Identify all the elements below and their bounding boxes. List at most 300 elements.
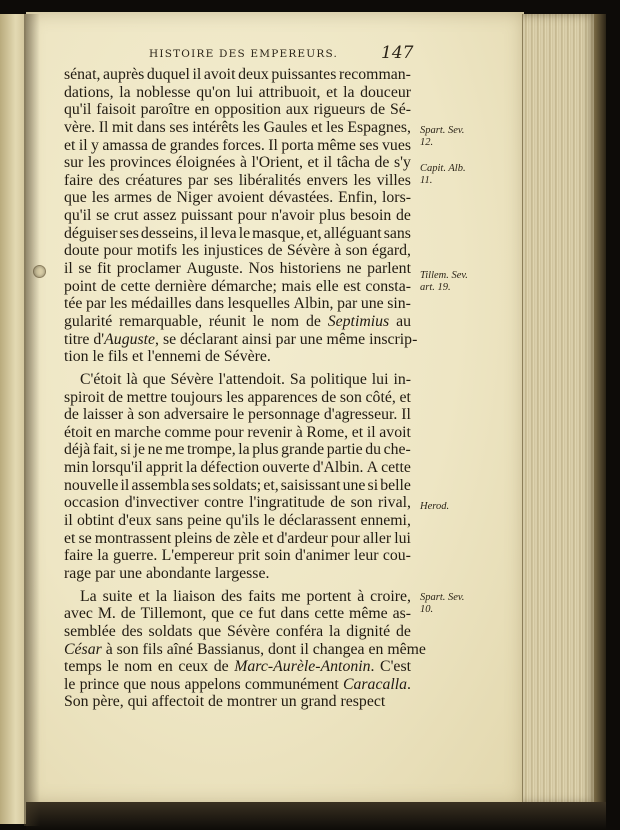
word: si [120,441,132,459]
word: comme [164,423,211,441]
text-line [64,389,411,407]
margin-note-reference: 12. [420,137,434,148]
word: conféra [275,622,324,640]
word: noblesse [136,83,191,101]
word: apprit [145,459,183,477]
word: La [80,587,97,605]
word: puissantes [271,66,337,83]
text-line [64,640,426,659]
word: le [263,512,275,530]
word: une [360,295,384,313]
word: ennemi, [360,512,411,530]
word: y [91,136,99,154]
text-line [64,676,411,694]
word: il [78,136,88,154]
word: Tillemont, [140,605,207,623]
word: les [109,295,128,313]
word: à [239,154,247,172]
word: Auguste. [186,260,243,278]
word: sans [155,512,184,530]
word: faisoit [96,101,136,119]
margin-note-source: Capit. Alb. [420,163,466,174]
word: occasion [64,494,120,512]
word: et [326,83,338,101]
word: Sévère [286,242,330,260]
word: saisissant [280,476,341,494]
word: démarche; [211,277,277,295]
text-segment: , se déclarant ainsi par une même inscrip- [155,330,418,348]
word: soldats; [212,476,262,494]
text-line [64,348,411,366]
word: mais [281,277,312,295]
bottom-shadow [26,802,606,830]
word: zèle [233,529,259,547]
text-line [64,154,411,172]
word: dernière [154,277,207,295]
word: amassa [102,136,148,154]
italic-text: Caracalla [342,675,408,693]
word: partie [326,441,363,459]
text-segment: à son fils aîné Bassianus, dont il changea en même [101,640,426,658]
word: Sé- [389,101,411,119]
word: que [142,370,166,388]
text-segment: Son père, qui affectoit de montrer un grand respect [64,693,386,711]
text-line [64,459,411,477]
word: avec [64,605,93,623]
text-line [64,295,411,313]
word: se [78,260,92,278]
text-segment: rage par une abondante largesse. [64,564,270,582]
word: masque, [252,224,305,242]
text-line [64,658,411,676]
word: lui [394,529,411,547]
word: une [342,476,366,494]
word: assez [143,207,177,225]
word: elle [315,277,339,295]
word: Il [98,118,109,136]
word: et [64,529,76,547]
word: toujours [170,388,223,406]
word: de [267,242,283,260]
word: puissant [181,207,233,225]
running-head: HISTOIRE DES EMPEREURS. [149,48,339,60]
word: sur [64,154,84,172]
word: forces. [222,136,265,154]
word: intérêts [192,118,239,136]
word: est [343,277,361,295]
word: de [374,154,390,172]
word: mettre [126,388,168,406]
word: de [215,529,231,547]
text-line [64,494,411,512]
word: cette [381,459,411,477]
word: qu'on [196,83,231,101]
text-line [64,242,411,260]
word: à [127,406,135,424]
word: obtint [76,512,114,530]
word: dévastées. [268,189,334,207]
text-line [64,225,411,243]
margin-note-reference: 11. [420,175,433,186]
word: et [64,136,76,154]
word: grande [281,441,325,459]
word: et [399,388,411,406]
text-segment: . [407,675,411,693]
word: des [221,587,243,605]
word: prit [238,547,261,565]
word: L'empereur [161,547,234,565]
word: par [187,171,209,189]
word: même [317,136,356,154]
word: grandes [169,136,219,154]
word: de [156,189,172,207]
word: opposition [214,101,282,119]
gutter-shadow [24,14,40,826]
word: trompe, [186,441,236,459]
margin-note [420,592,464,616]
word: à [334,242,342,260]
word: recomman- [338,66,411,83]
word: proclamer [116,260,181,278]
word: contre [204,494,244,512]
word: lorsqu'il [91,459,143,477]
word: d'ardeur [276,529,328,547]
word: armes [114,189,152,207]
word: lui [371,370,389,388]
word: à [295,423,303,441]
word: et [307,154,319,172]
word: desseins, [140,224,198,242]
word: nouvelle [64,476,119,494]
word: suite [102,587,133,605]
word: besoin [350,207,392,225]
word: leur [353,547,379,565]
word: portent [306,587,352,605]
word: motifs [136,242,178,260]
text-line [64,189,411,207]
word: et, [306,224,322,242]
word: la [343,83,355,101]
word: de [101,277,116,295]
word: ses [119,224,139,242]
word: par [337,295,358,313]
word: duquel [146,66,190,83]
word: que [64,189,87,207]
word: des [98,171,120,189]
word: pour [103,242,133,260]
word: Niger [176,189,213,207]
word: de [120,605,136,623]
word: l'Orient, [251,154,304,172]
word: dations, [64,83,114,101]
margin-note-source: Herod. [420,501,450,512]
text-line [64,84,411,102]
text-segment: titre d' [64,330,105,348]
word: déguiser [64,224,118,242]
word: C'étoit [80,370,122,388]
word: déclarassent [279,512,357,530]
text-line [64,605,411,623]
word: il [366,423,376,441]
word: liaison [173,587,216,605]
word: fit [97,260,112,278]
word: l'ingratitude [249,494,325,512]
word: porta [281,136,314,154]
word: lors- [382,189,411,207]
word: ce [238,605,254,623]
left-page-edge [0,14,27,824]
word: la [238,441,250,459]
word: ses [359,136,379,154]
word: fut [257,605,276,623]
word: ne [346,260,362,278]
margin-note-source: Tillem. Sev. [420,270,468,281]
word: là [126,370,138,388]
italic-text: Marc-Aurèle-Antonin [234,658,371,676]
word: Enfin, [338,189,378,207]
word: médailles [130,295,192,313]
word: côté, [365,388,396,406]
word: injustices [203,242,264,260]
word: les [242,118,260,136]
word: les [181,242,200,260]
word: ses [213,171,234,189]
word: s'y [393,154,411,172]
word: d'animer [295,547,350,565]
word: Sa [289,370,306,388]
text-line [64,547,411,565]
word: mit [112,118,134,136]
text-line [64,172,411,190]
word: sénat, [64,66,101,83]
binding-shadow [594,14,606,804]
word: éloignées [175,154,236,172]
word: sans [383,224,411,242]
word: et, [263,476,279,494]
word: que [211,605,235,623]
word: créatures [125,171,183,189]
word: tée [64,295,83,313]
word: villes [376,171,411,189]
word: apparences [247,388,318,406]
word: personnage [248,406,320,424]
text-line [64,207,411,225]
word: plus [252,441,279,459]
word: dignité [346,622,391,640]
page-edges [522,14,599,804]
word: tâcha [336,154,371,172]
word: il [64,260,73,278]
word: plus [319,207,346,225]
margin-note-reference: 10. [420,604,434,615]
word: laisser [82,406,124,424]
word: en [95,423,111,441]
word: les [226,388,244,406]
word: cette [314,605,345,623]
word: que [198,622,222,640]
word: cou- [382,547,411,565]
italic-text: César [64,640,102,658]
word: ses [169,118,189,136]
text-line [64,530,411,548]
text-line [64,441,411,459]
text-line [64,693,411,711]
text-line [64,313,411,331]
word: montrassent [94,529,172,547]
word: Gaules [263,118,308,136]
text-segment: . C'est [370,658,411,676]
word: cette [120,277,151,295]
word: n'avoir [271,207,315,225]
word: historiens [279,260,342,278]
word: parlent [367,260,411,278]
word: dans [195,295,225,313]
word: je [133,441,145,459]
text-line [64,406,411,424]
word: politique [310,370,367,388]
text-line [64,119,411,137]
word: vues [382,136,411,154]
word: les [87,154,106,172]
word: leva [210,224,237,242]
word: Sévère [226,622,270,640]
word: croire, [370,587,411,605]
word: consta- [365,277,411,295]
italic-text: Septimius [327,312,390,330]
word: paroître [140,101,190,119]
word: son [345,242,368,260]
word: qu'ils [225,512,260,530]
word: de [330,494,346,512]
word: in- [393,370,411,388]
word: de [151,136,167,154]
word: d'agresseur. [323,406,398,424]
word: adversaire [163,406,229,424]
margin-note [420,163,466,187]
word: la [97,547,109,565]
text-segment: le prince que nous appelons communément [64,675,343,693]
word: libéralités [238,171,301,189]
word: alléguant [323,224,382,242]
word: attribuoit, [258,83,321,101]
word: les [326,118,344,136]
margin-note-source: Spart. Sev. [420,592,465,603]
word: A [366,459,378,477]
word: dans [280,605,310,623]
word: qu'il [64,101,92,119]
word: che- [383,441,411,459]
text-line [64,137,411,155]
word: déjà [64,441,91,459]
word: les [91,189,110,207]
word: marche [114,423,161,441]
word: ne [147,441,163,459]
text-line [64,101,411,119]
word: ouverte [262,459,310,477]
word: défection [200,459,260,477]
text-line [64,565,411,583]
word: étoit [64,423,93,441]
word: si [367,476,379,494]
word: et [351,423,364,441]
word: des [121,622,143,640]
word: point [64,277,97,295]
margin-note-reference: art. 19. [420,282,451,293]
word: la [329,622,341,640]
text-line [64,424,411,442]
word: M. [97,605,116,623]
word: pour [214,423,244,441]
word: avoit [203,66,236,83]
text-line [64,260,411,278]
word: les [353,171,372,189]
word: belle [380,476,411,494]
word: par [86,295,107,313]
word: douceur [360,83,411,101]
text-line [64,512,411,530]
word: Il [401,406,411,424]
word: égard, [371,242,411,260]
word: et [138,587,150,605]
word: de [370,101,386,119]
word: pour [330,529,360,547]
text-line [64,330,418,349]
word: son [350,494,373,512]
word: ses [191,476,211,494]
word: il [199,224,209,242]
word: as- [392,605,411,623]
margin-note [420,501,449,513]
word: pour [237,207,267,225]
word: d'invectiver [124,494,199,512]
word: son [339,388,362,406]
word: il [323,154,333,172]
word: Nos [248,260,274,278]
word: son [138,406,160,424]
word: doute [64,242,100,260]
margin-note [420,125,464,149]
word: il [192,66,202,83]
word: de [108,388,123,406]
word: il [120,476,130,494]
word: guerre. [113,547,158,565]
text-segment: temps le nom en ceux de [64,658,235,676]
word: me [281,587,301,605]
word: se [96,207,110,225]
text-line [64,588,411,606]
word: Sévère [170,370,214,388]
word: Albin, [293,295,334,313]
text-line [64,278,411,296]
word: pleins [174,529,213,547]
word: avoient [217,189,264,207]
word: l'attendoit. [218,370,285,388]
word: la [185,459,198,477]
word: revenir [247,423,293,441]
word: lesquelles [227,295,290,313]
word: avoit [379,423,411,441]
word: Il [268,136,278,154]
word: rival, [378,494,411,512]
word: et [262,529,274,547]
word: le [238,224,251,242]
word: lui [236,83,253,101]
word: fait, [92,441,118,459]
text-line [64,477,411,495]
word: me [165,441,185,459]
word: de [396,622,411,640]
word: de [395,207,411,225]
